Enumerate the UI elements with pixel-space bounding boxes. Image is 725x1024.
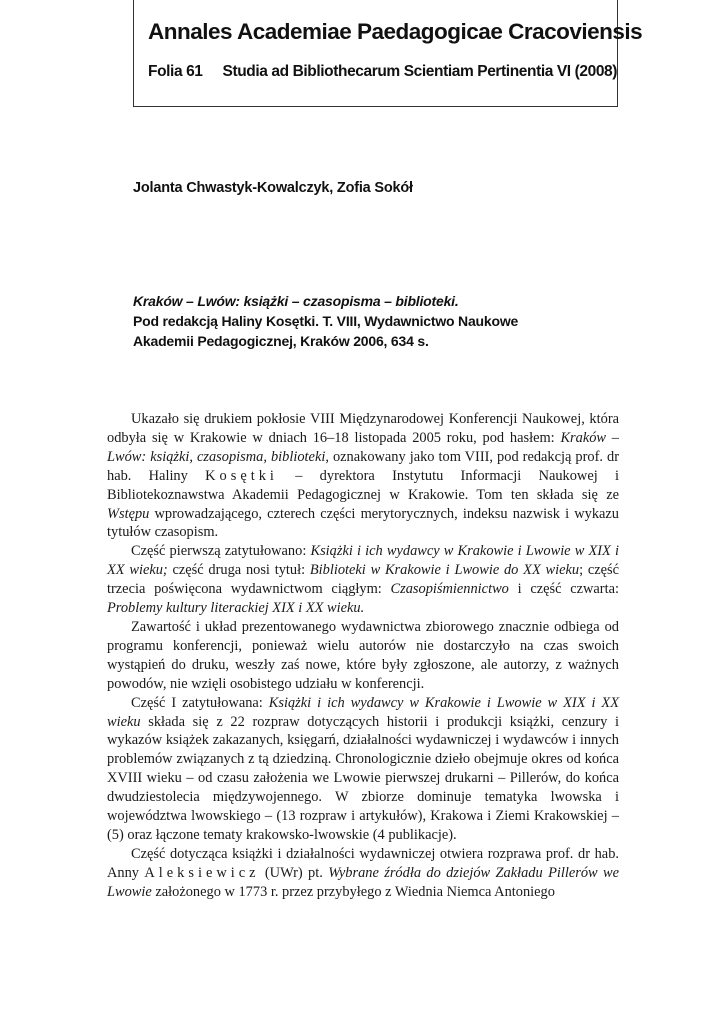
- spaced-name: Aleksiewicz: [144, 864, 260, 881]
- review-body: [107, 410, 619, 902]
- spaced-name: Kosętki: [205, 467, 278, 484]
- text-run: Część pierwszą zatytułowano:: [131, 543, 311, 560]
- text-run: Ukazało się drukiem pokłosie VIII Międzynarodowej Konferencji Naukowej, która odbyła się w Krakowie w dniach 16–18 listopada 2005 roku, pod hasłem:: [107, 411, 619, 446]
- italic-run: Książki i ich wydawcy w Krakowie i Lwowie w XIX i XX wieku;: [107, 543, 619, 579]
- reviewed-book-citation: [133, 291, 603, 351]
- text-run: założonego w 1773 r. przez przybyłego z Wiednia Niemca Antoniego: [151, 883, 555, 900]
- journal-series: Studia ad Bibliothecarum Scientiam Pertinentia VI (2008): [222, 63, 618, 80]
- paragraph-2: [107, 542, 619, 618]
- review-authors: Jolanta Chwastyk-Kowalczyk, Zofia Sokół: [133, 180, 413, 196]
- text-run: i część czwarta:: [508, 581, 619, 598]
- book-title: Kraków – Lwów: książki – czasopisma – biblioteki.: [133, 293, 459, 309]
- text-run: ; część trzecia poświęcona wydawnictwom ciągłym:: [107, 562, 619, 598]
- paragraph-1: [107, 410, 619, 542]
- italic-run: Biblioteki w Krakowie i Lwowie do XX wieku: [309, 562, 580, 579]
- italic-run: Wybrane źródła do dziejów Zakładu Pillerów we Lwowie: [107, 864, 620, 900]
- text-run: (UWr) pt.: [259, 864, 329, 881]
- text-run: wprowadzającego, czterech części merytorycznych, indeksu nazwisk i wykazu tytułów czasopism.: [107, 505, 619, 541]
- text-run: Część I zatytułowana:: [131, 694, 269, 711]
- book-editor-line: Pod redakcją Haliny Kosętki. T. VIII, Wydawnictwo Naukowe: [133, 313, 519, 329]
- journal-folio: Folia 61: [148, 63, 203, 80]
- paragraph-3: [107, 618, 619, 694]
- text-run: część druga nosi tytuł:: [167, 562, 310, 579]
- paragraph-5: [107, 845, 619, 902]
- text-run: Zawartość i układ prezentowanego wydawnictwa zbiorowego znacznie odbiega od programu konferencji, ponieważ wielu autorów nie dostarczyło na czas swoich wystąpień do druku, weszły zaś nowe, które były zgłoszone, ale autorzy, z ważnych powodów, nie wzięli osobistego udziału w konferencji.: [107, 618, 619, 692]
- text-run: Część dotycząca książki i działalności wydawniczej otwiera rozprawa prof. dr hab. Anny: [107, 845, 619, 881]
- italic-run: Wstępu: [107, 505, 150, 522]
- text-run: – dyrektora Instytutu Informacji Naukowej i Bibliotekoznawstwa Akademii Pedagogicznej w Krakowie. Tom ten składa się ze: [107, 467, 619, 503]
- journal-title: Annales Academiae Paedagogicae Cracoviensis: [148, 19, 643, 44]
- book-publisher-line: Akademii Pedagogicznej, Kraków 2006, 634 s.: [133, 333, 429, 349]
- italic-run: Książki i ich wydawcy w Krakowie i Lwowie w XIX i XX wieku: [107, 694, 620, 730]
- italic-run: Problemy kultury literackiej XIX i XX wieku.: [107, 600, 365, 617]
- paragraph-4: [107, 694, 619, 845]
- italic-run: Czasopiśmiennictwo: [390, 581, 509, 598]
- journal-header: [133, 0, 643, 107]
- italic-run: Kraków – Lwów: książki, czasopisma, biblioteki: [107, 429, 619, 465]
- text-run: składa się z 22 rozpraw dotyczących historii i produkcji książki, cenzury i wykazów książek zakazanych, księgarń, działalności wydawniczej i wydawców i innych problemów związanych z tą dziedziną. Chronologicznie dzieło obejmuje okres od końca XVIII wieku – od czasu założenia we Lwowie pierwszej drukarni – Pillerów, do końca dwudziestolecia międzywojennego. W zbiorze dominuje tematyka lwowska i województwa lwowskiego – (13 rozpraw i artykułów), Krakowa i Ziemi Krakowskiej – (5) oraz łączone tematy krakowsko-lwowskie (4 publikacje).: [107, 713, 619, 843]
- text-run: , oznakowany jako tom VIII, pod redakcją prof. dr hab. Haliny: [107, 448, 619, 484]
- journal-series-line: [148, 63, 617, 81]
